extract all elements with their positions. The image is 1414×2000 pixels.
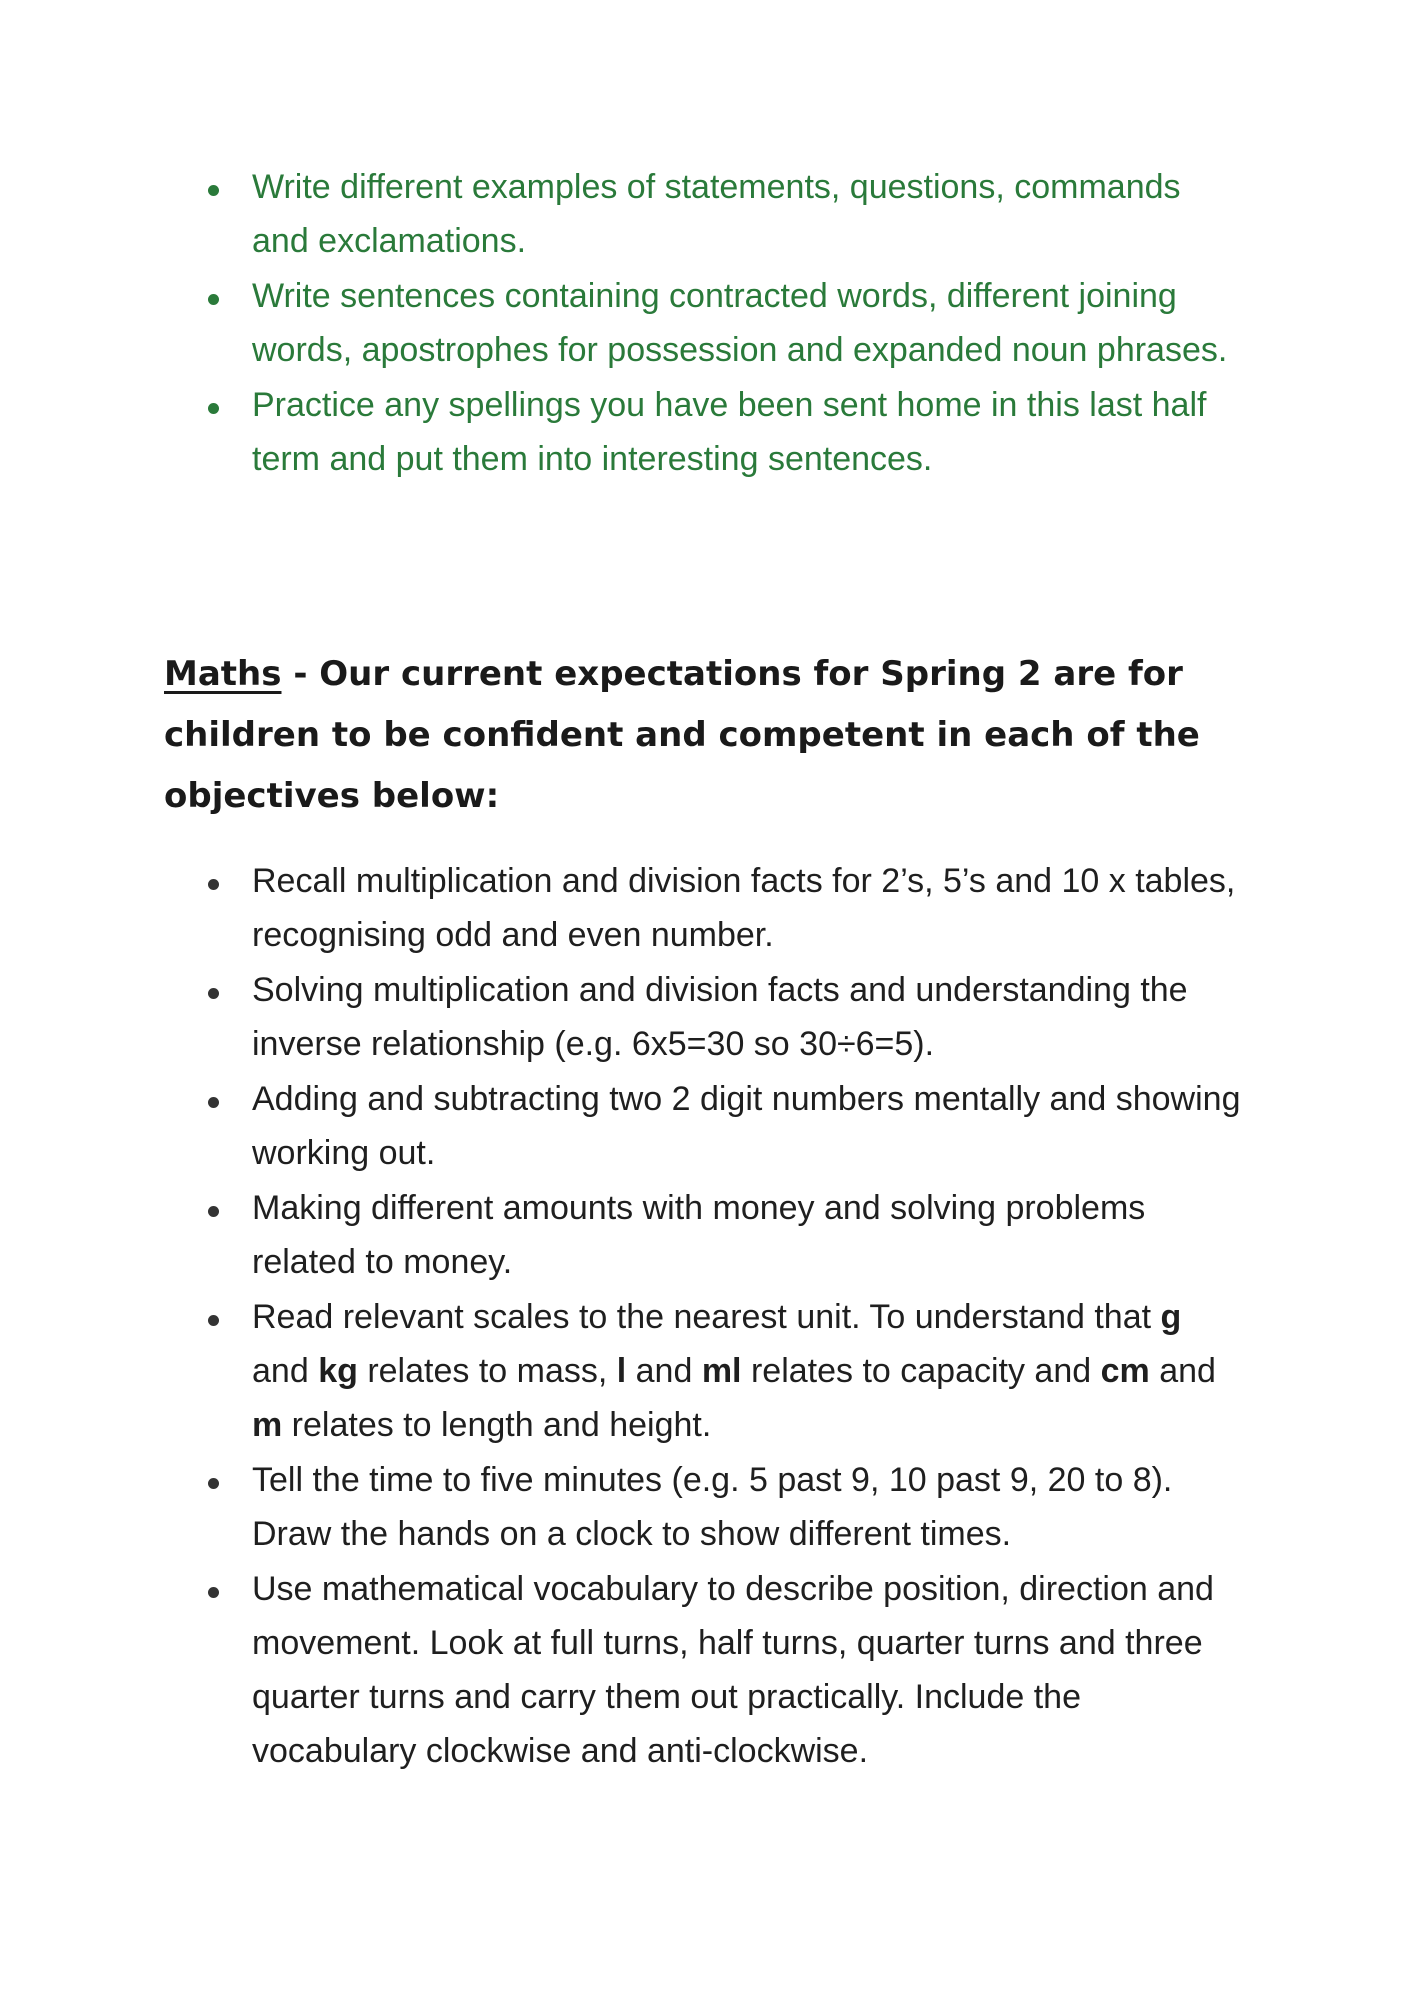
bullet-icon [208, 294, 219, 305]
maths-objectives-list [164, 854, 1244, 1779]
unit-l: l [616, 1352, 627, 1390]
maths-section-heading [164, 644, 1204, 827]
bullet-icon [208, 403, 219, 414]
list-item [164, 378, 1244, 486]
unit-kg: kg [318, 1352, 358, 1390]
list-item-text [252, 1290, 1244, 1452]
bullet-icon [208, 1315, 219, 1326]
unit-ml: ml [701, 1352, 742, 1390]
maths-heading-text: - Our current expectations for Spring 2 are for children to be confident and competent in each of the objectives below: [164, 654, 1200, 816]
list-item-text: Practice any spellings you have been sent home in this last half term and put them into interesting sentences. [252, 386, 1207, 478]
list-item [164, 1290, 1244, 1452]
list-item-text: Recall multiplication and division facts for 2’s, 5’s and 10 x tables, recognising odd and even number. [252, 862, 1236, 954]
bullet-icon [208, 185, 219, 196]
list-item-text: Adding and subtracting two 2 digit numbers mentally and showing working out. [252, 1080, 1241, 1172]
text-run: relates to capacity and [741, 1352, 1101, 1390]
text-run: Read relevant scales to the nearest unit. To understand that [252, 1298, 1161, 1336]
list-item-text: Write sentences containing contracted words, different joining words, apostrophes for possession and expanded noun phrases. [252, 277, 1228, 369]
bullet-icon [208, 1478, 219, 1489]
unit-cm: cm [1100, 1352, 1150, 1390]
list-item [164, 1181, 1244, 1289]
list-item-text: Write different examples of statements, questions, commands and exclamations. [252, 168, 1181, 260]
list-item-text: Use mathematical vocabulary to describe position, direction and movement. Look at full turns, half turns, quarter turns and three quarter turns and carry them out practically. Include the vocabulary clockwise and anti-clockwise. [252, 1570, 1214, 1770]
bullet-icon [208, 1097, 219, 1108]
list-item-text: Making different amounts with money and solving problems related to money. [252, 1189, 1146, 1281]
list-item-text: Solving multiplication and division facts and understanding the inverse relationship (e.g. 6x5=30 so 30÷6=5). [252, 971, 1188, 1063]
text-run: and [252, 1352, 319, 1390]
list-item [164, 1072, 1244, 1180]
literacy-objectives-list [164, 160, 1244, 487]
bullet-icon [208, 988, 219, 999]
text-run: and [626, 1352, 702, 1390]
list-item [164, 160, 1244, 268]
list-item [164, 854, 1244, 962]
list-item [164, 1453, 1244, 1561]
unit-m: m [252, 1406, 283, 1444]
text-run: relates to mass, [357, 1352, 617, 1390]
text-run: and [1149, 1352, 1216, 1390]
bullet-icon [208, 1587, 219, 1598]
list-item [164, 963, 1244, 1071]
unit-g: g [1160, 1298, 1182, 1336]
list-item-text: Tell the time to five minutes (e.g. 5 past 9, 10 past 9, 20 to 8). Draw the hands on a clock to show different times. [252, 1461, 1173, 1553]
list-item [164, 269, 1244, 377]
text-run: relates to length and height. [282, 1406, 712, 1444]
maths-heading-title: Maths [164, 654, 282, 694]
bullet-icon [208, 879, 219, 890]
bullet-icon [208, 1206, 219, 1217]
list-item [164, 1562, 1244, 1778]
